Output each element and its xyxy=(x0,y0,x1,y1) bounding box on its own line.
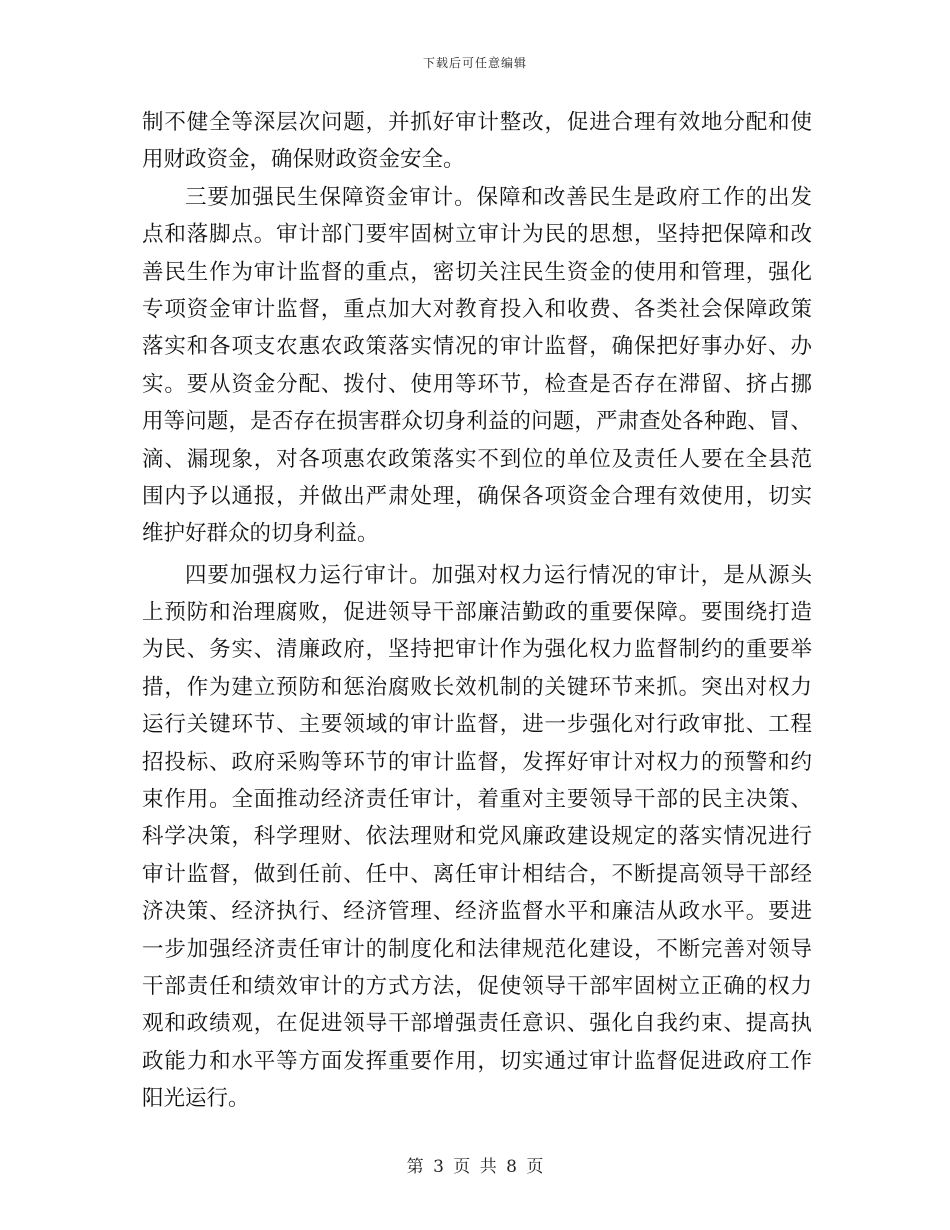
text-line: 四要加强权力运行审计。加强对权力运行情况的审计，是从源头 xyxy=(185,562,812,588)
text-line: 点和落脚点。审计部门要牢固树立审计为民的思想，坚持把保障和改 xyxy=(142,222,812,248)
text-line: 落实和各项支农惠农政策落实情况的审计监督，确保把好事办好、办 xyxy=(142,334,812,360)
text-line: 观和政绩观，在促进领导干部增强责任意识、强化自我约束、提高执 xyxy=(142,1011,812,1037)
text-line: 专项资金审计监督，重点加大对教育投入和收费、各类社会保障政策 xyxy=(142,296,812,322)
paragraph-continuation xyxy=(142,104,812,179)
text-line: 善民生作为审计监督的重点，密切关注民生资金的使用和管理，强化 xyxy=(142,259,812,285)
text-line: 上预防和治理腐败，促进领导干部廉洁勤政的重要保障。要围绕打造 xyxy=(142,600,812,626)
page-header: 下载后可任意编辑 xyxy=(422,56,527,70)
document-body xyxy=(142,104,812,1118)
text-line: 阳光运行。 xyxy=(142,1086,250,1112)
text-line: 招投标、政府采购等环节的审计监督，发挥好审计对权力的预警和约 xyxy=(142,749,812,775)
text-line: 用财政资金，确保财政资金安全。 xyxy=(142,147,465,173)
text-line: 维护好群众的切身利益。 xyxy=(142,521,379,547)
text-line: 滴、漏现象，对各项惠农政策落实不到位的单位及责任人要在全县范 xyxy=(142,446,812,472)
text-line: 实。要从资金分配、拨付、使用等环节，检查是否存在滞留、挤占挪 xyxy=(142,371,812,397)
text-line: 科学决策，科学理财、依法理财和党风廉政建设规定的落实情况进行 xyxy=(142,824,812,850)
text-line: 运行关键环节、主要领域的审计监督，进一步强化对行政审批、工程 xyxy=(142,712,812,738)
text-line: 济决策、经济执行、经济管理、经济监督水平和廉洁从政水平。要进 xyxy=(142,899,812,925)
text-line: 围内予以通报，并做出严肃处理，确保各项资金合理有效使用，切实 xyxy=(142,483,812,509)
text-line: 审计监督，做到任前、任中、离任审计相结合，不断提高领导干部经 xyxy=(142,861,812,887)
text-line: 一步加强经济责任审计的制度化和法律规范化建设，不断完善对领导 xyxy=(142,936,812,962)
text-line: 三要加强民生保障资金审计。保障和改善民生是政府工作的出发 xyxy=(185,184,812,210)
text-line: 束作用。全面推动经济责任审计，着重对主要领导干部的民主决策、 xyxy=(142,787,812,813)
paragraph-power-audit xyxy=(142,557,812,1118)
text-line: 为民、务实、清廉政府，坚持把审计作为强化权力监督制约的重要举 xyxy=(142,637,812,663)
text-line: 制不健全等深层次问题，并抓好审计整改，促进合理有效地分配和使 xyxy=(142,110,812,135)
text-line: 政能力和水平等方面发挥重要作用，切实通过审计监督促进政府工作 xyxy=(142,1048,812,1074)
page-number-footer: 第 3 页 共 8 页 xyxy=(406,1157,544,1177)
paragraph-livelihood-audit xyxy=(142,179,812,553)
text-line: 干部责任和绩效审计的方式方法，促使领导干部牢固树立正确的权力 xyxy=(142,973,812,999)
text-line: 措，作为建立预防和惩治腐败长效机制的关键环节来抓。突出对权力 xyxy=(142,674,812,700)
text-line: 用等问题，是否存在损害群众切身利益的问题，严肃查处各种跑、冒、 xyxy=(142,409,812,435)
